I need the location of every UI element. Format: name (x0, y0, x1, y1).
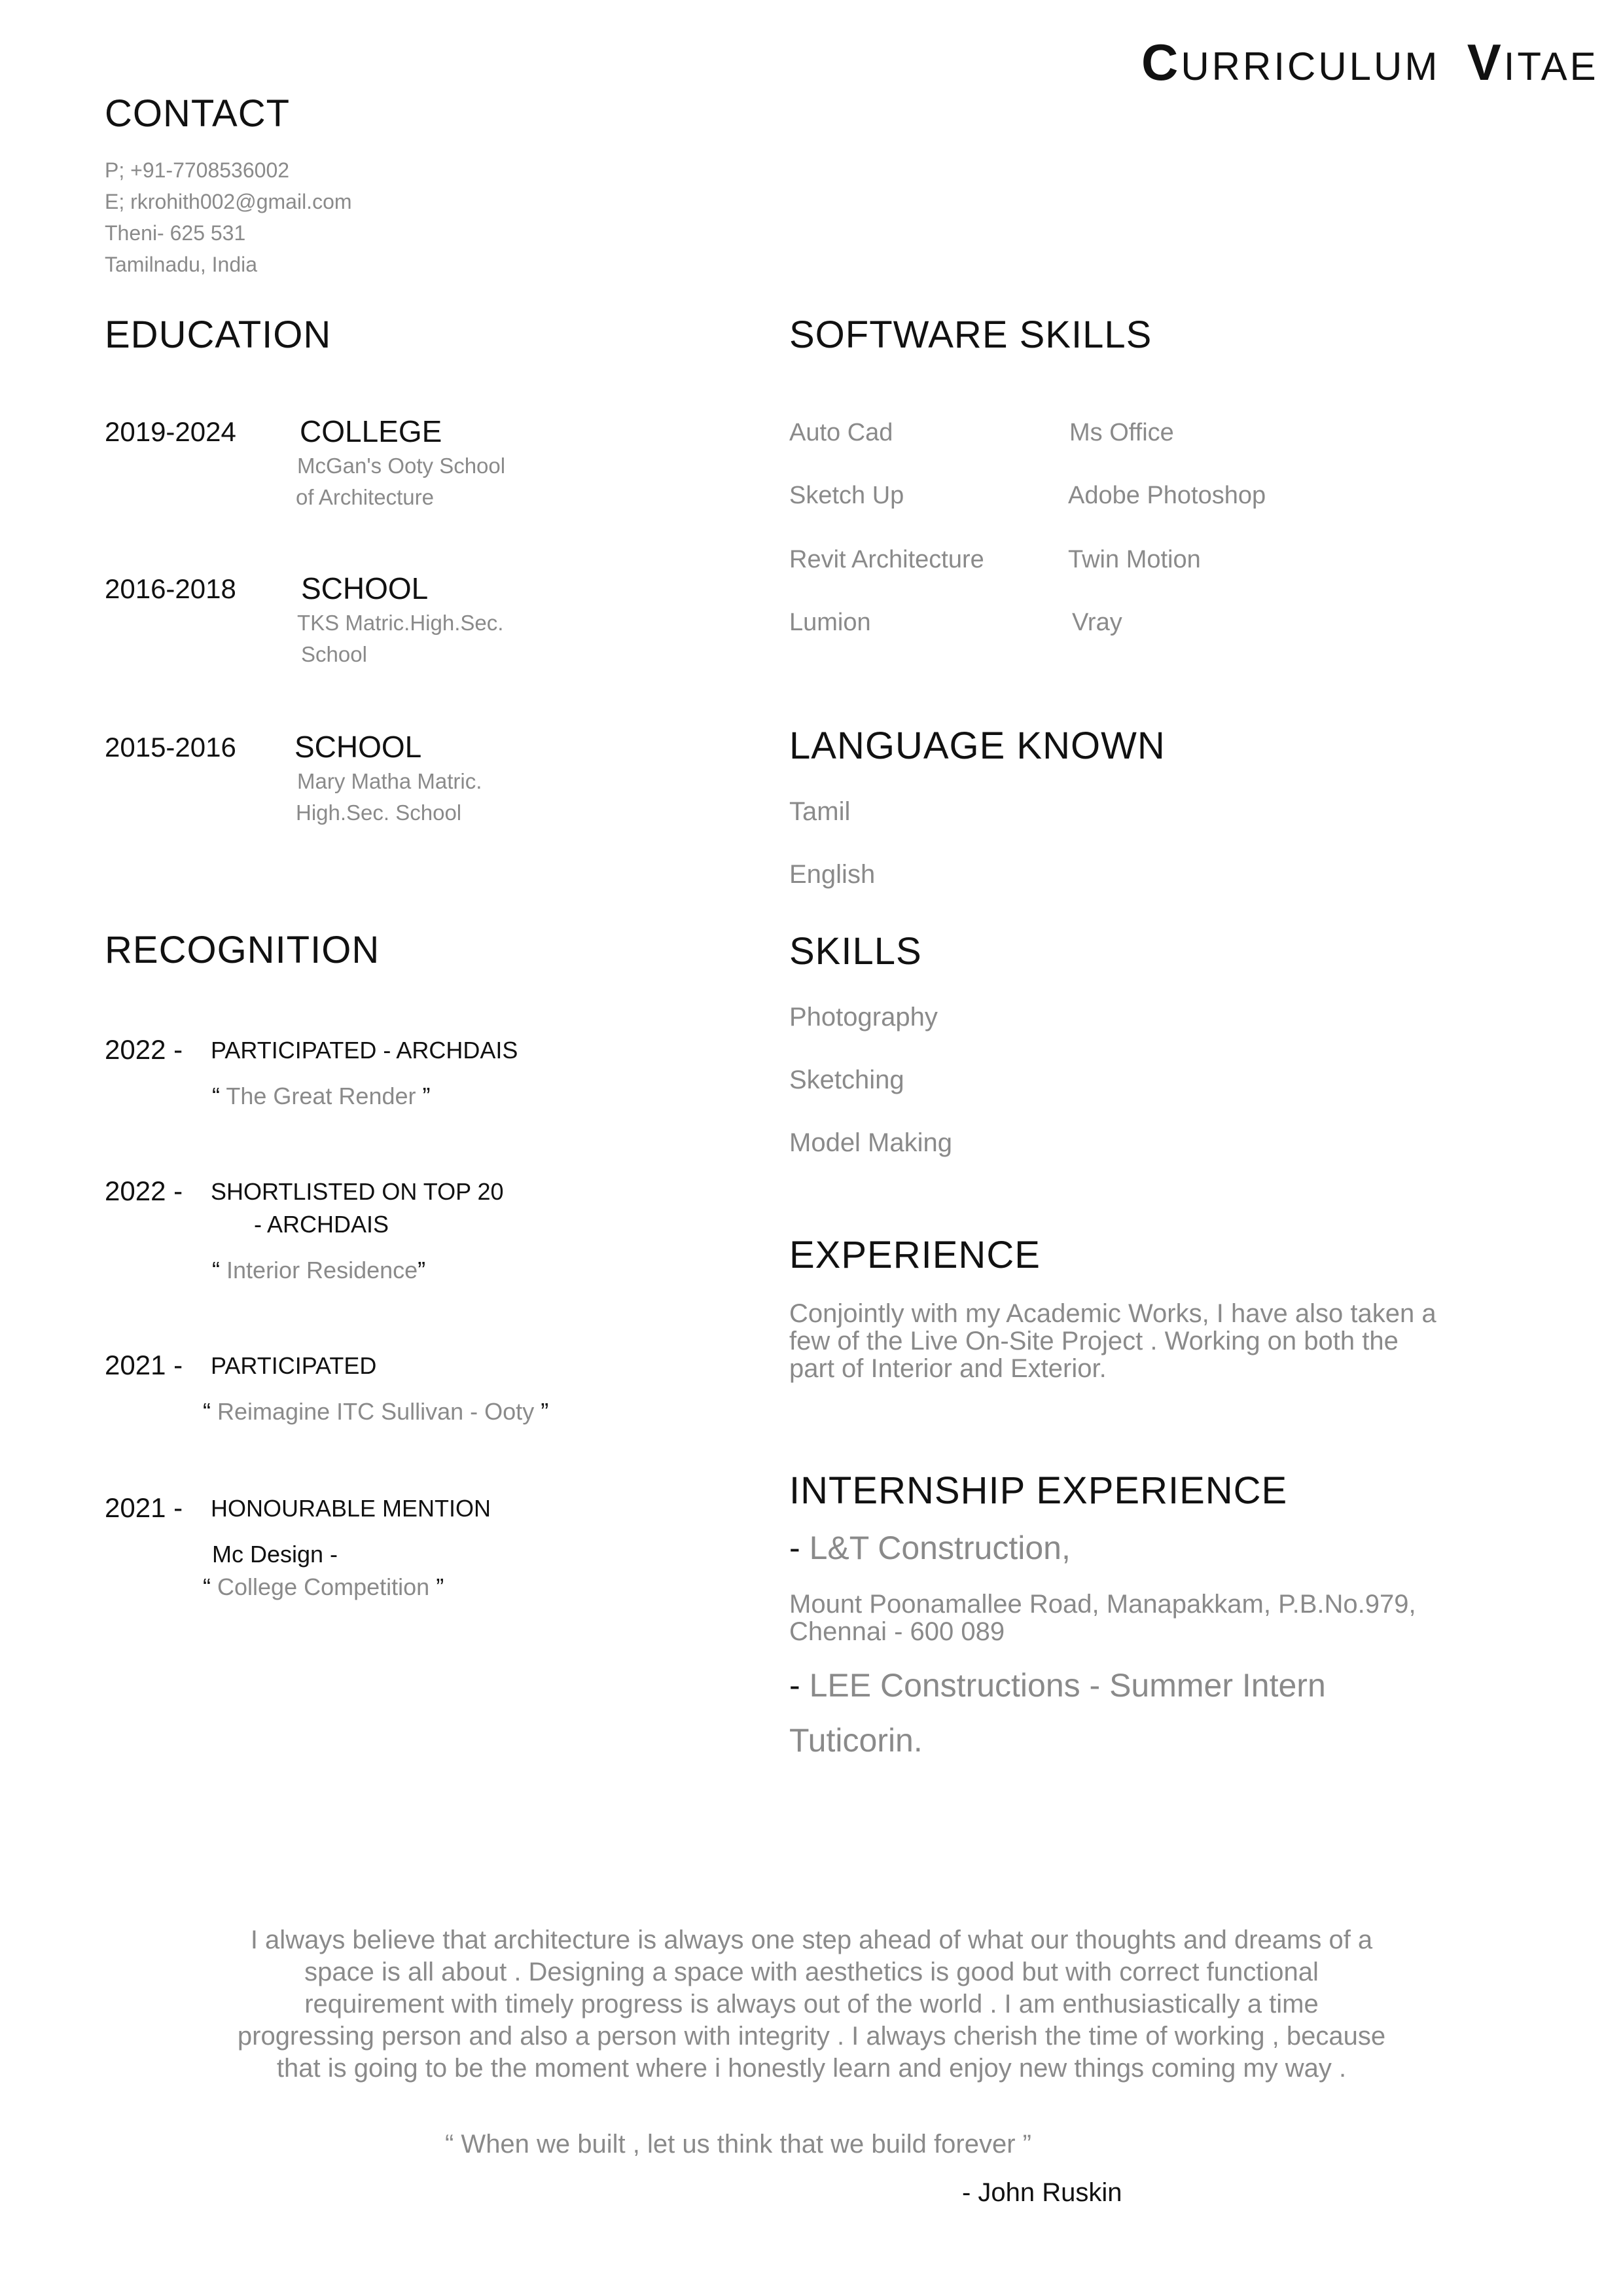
recognition-subtitle: “ The Great Render ” (212, 1083, 431, 1109)
recognition-title: HONOURABLE MENTION (211, 1495, 491, 1522)
education-line: School (301, 642, 367, 666)
internship-second-place: Tuticorin. (789, 1722, 923, 1759)
language-heading: LANGUAGE KNOWN (789, 725, 1166, 767)
statement-line: that is going to be the moment where i honestly learn and enjoy new things coming my way . (276, 2054, 1347, 2083)
closing-quote: “ When we built , let us think that we build forever ” (445, 2130, 1031, 2159)
contact-email: E; rkrohith002@gmail.com (105, 190, 352, 213)
skills-heading: SKILLS (789, 930, 922, 973)
recognition-year: 2021 - (105, 1492, 183, 1523)
recognition-year: 2022 - (105, 1034, 183, 1065)
document-title (1141, 33, 1599, 92)
education-years: 2015-2016 (105, 732, 236, 762)
contact-phone: P; +91-7708536002 (105, 158, 290, 182)
recognition-title-line2: - ARCHDAIS (254, 1211, 389, 1238)
contact-heading: CONTACT (105, 92, 291, 135)
software-skills-heading: SOFTWARE SKILLS (789, 314, 1152, 356)
statement-line: I always believe that architecture is always one step ahead of what our thoughts and dreams of a (250, 1926, 1373, 1954)
experience-heading: EXPERIENCE (789, 1234, 1041, 1276)
quote-author: - John Ruskin (962, 2178, 1122, 2207)
contact-state: Tamilnadu, India (105, 253, 258, 276)
software-skill: Sketch Up (789, 482, 904, 509)
education-line: Mary Matha Matric. (297, 769, 482, 793)
skill-item: Model Making (789, 1128, 953, 1157)
education-line: of Architecture (296, 485, 434, 509)
title-initial-v: V (1467, 33, 1504, 91)
recognition-year: 2022 - (105, 1175, 183, 1206)
recognition-title: PARTICIPATED - ARCHDAIS (211, 1037, 518, 1064)
education-years: 2016-2018 (105, 573, 236, 604)
software-skill: Adobe Photoshop (1068, 482, 1266, 509)
education-years: 2019-2024 (105, 416, 236, 447)
contact-city: Theni- 625 531 (105, 221, 246, 245)
education-title: SCHOOL (301, 571, 429, 605)
software-skill: Lumion (789, 609, 871, 636)
language-item: English (789, 860, 876, 889)
software-skill: Auto Cad (789, 419, 893, 446)
internship-address-line: Chennai - 600 089 (789, 1617, 1005, 1646)
recognition-subtitle: “ Interior Residence” (212, 1257, 426, 1283)
education-line: McGan's Ooty School (297, 454, 506, 478)
recognition-subtitle: “ College Competition ” (203, 1573, 444, 1600)
recognition-title: PARTICIPATED (211, 1352, 377, 1379)
language-item: Tamil (789, 797, 851, 826)
software-skill: Ms Office (1069, 419, 1174, 446)
title-word-1: URRICULUM (1181, 45, 1440, 88)
title-initial-c: C (1141, 33, 1181, 91)
recognition-heading: RECOGNITION (105, 929, 380, 971)
experience-line: Conjointly with my Academic Works, I have also taken a (789, 1299, 1436, 1328)
education-heading: EDUCATION (105, 314, 332, 356)
skill-item: Sketching (789, 1066, 904, 1094)
personal-statement (137, 1924, 1486, 2085)
experience-line: part of Interior and Exterior. (789, 1354, 1107, 1383)
statement-line: progressing person and also a person with integrity . I always cherish the time of working , because (237, 2022, 1386, 2051)
internship-heading: INTERNSHIP EXPERIENCE (789, 1469, 1288, 1512)
recognition-title: SHORTLISTED ON TOP 20 (211, 1178, 504, 1205)
software-skill: Revit Architecture (789, 546, 984, 573)
statement-line: requirement with timely progress is always out of the world . I am enthusiastically a time (304, 1990, 1319, 2018)
software-skill: Vray (1072, 609, 1122, 636)
software-skill: Twin Motion (1068, 546, 1201, 573)
statement-line: space is all about . Designing a space with aesthetics is good but with correct functional (304, 1958, 1319, 1986)
internship-first: - L&T Construction, (789, 1530, 1071, 1566)
internship-second: - LEE Constructions - Summer Intern (789, 1667, 1326, 1704)
title-word-2: ITAE (1503, 45, 1599, 88)
experience-line: few of the Live On-Site Project . Working on both the (789, 1327, 1399, 1355)
education-line: High.Sec. School (296, 800, 462, 825)
skill-item: Photography (789, 1003, 938, 1031)
education-line: TKS Matric.High.Sec. (297, 611, 504, 635)
recognition-title-line2: Mc Design - (212, 1541, 338, 1568)
education-title: SCHOOL (294, 730, 422, 764)
recognition-subtitle: “ Reimagine ITC Sullivan - Ooty ” (203, 1398, 549, 1425)
recognition-year: 2021 - (105, 1350, 183, 1380)
internship-address-line: Mount Poonamallee Road, Manapakkam, P.B.No.979, (789, 1590, 1416, 1619)
education-title: COLLEGE (300, 414, 442, 448)
